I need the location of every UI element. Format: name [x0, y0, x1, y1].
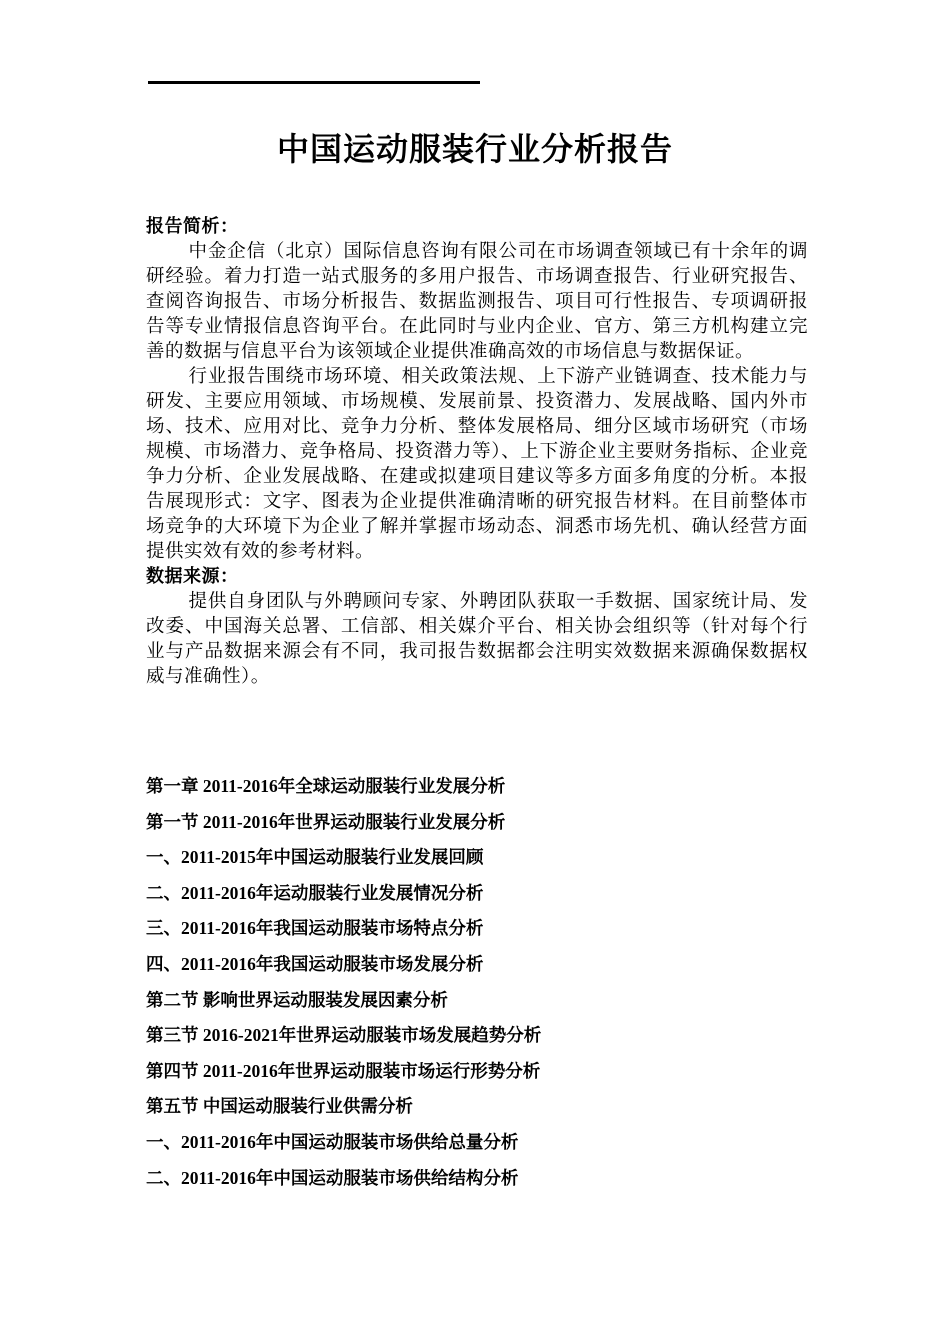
toc-entry: 第一章 2011-2016年全球运动服装行业发展分析 [146, 776, 506, 796]
toc-entry: 第三节 2016-2021年世界运动服装市场发展趋势分析 [146, 1025, 542, 1046]
toc-entry: 三、2011-2016年我国运动服装市场特点分析 [146, 918, 484, 939]
summary-heading: 报告简析： [146, 216, 239, 237]
document-title: 中国运动服装行业分析报告 [276, 130, 673, 168]
summary-paragraph: 行业报告围绕市场环境、相关政策法规、上下游产业链调查、技术能力与研发、主要应用领域、市场规模、发展前景、投资潜力、发展战略、国内外市场、技术、应用对比、竞争力分析、整体发展格局、细分区域市场研究（市场规模、市场潜力、竞争格局、投资潜力等）、上下游企业主要财务指标、企业竞争力分析、企业发展战略、在建或拟建项目建议等多方面多角度的分析。本报告展现形式：文字、图表为企业提供准确清晰的研究报告材料。在目前整体市场竞争的大环境下为企业了解并掌握市场动态、洞悉市场先机、确认经营方面提供实效有效的参考材料。 [146, 366, 808, 562]
toc-entry: 一、2011-2015年中国运动服装行业发展回顾 [146, 847, 484, 868]
report-summary-section [146, 214, 808, 689]
summary-paragraph: 中金企信（北京）国际信息咨询有限公司在市场调查领域已有十余年的调研经验。着力打造一站式服务的多用户报告、市场调查报告、行业研究报告、查阅咨询报告、市场分析报告、数据监测报告、项目可行性报告、专项调研报告等专业情报信息咨询平台。在此同时与业内企业、官方、第三方机构建立完善的数据与信息平台为该领域企业提供准确高效的市场信息与数据保证。 [146, 241, 808, 362]
table-of-contents [146, 772, 846, 1199]
data-source-heading: 数据来源： [146, 566, 239, 587]
data-source-paragraph: 提供自身团队与外聘顾问专家、外聘团队获取一手数据、国家统计局、发改委、中国海关总署、工信部、相关媒介平台、相关协会组织等（针对每个行业与产品数据来源会有不同，我司报告数据都会注明实效数据来源确保数据权威与准确性）。 [146, 591, 808, 687]
toc-entry: 二、2011-2016年中国运动服装市场供给结构分析 [146, 1167, 519, 1188]
header-rule [148, 81, 480, 84]
toc-entry: 第一节 2011-2016年世界运动服装行业发展分析 [146, 811, 506, 832]
toc-entry: 一、2011-2016年中国运动服装市场供给总量分析 [146, 1131, 519, 1152]
toc-entry: 四、2011-2016年我国运动服装市场发展分析 [146, 953, 484, 974]
toc-entry: 第二节 影响世界运动服装发展因素分析 [146, 989, 448, 1010]
toc-entry: 第五节 中国运动服装行业供需分析 [146, 1096, 413, 1117]
toc-entry: 二、2011-2016年运动服装行业发展情况分析 [146, 882, 484, 903]
toc-entry: 第四节 2011-2016年世界运动服装市场运行形势分析 [146, 1060, 541, 1081]
